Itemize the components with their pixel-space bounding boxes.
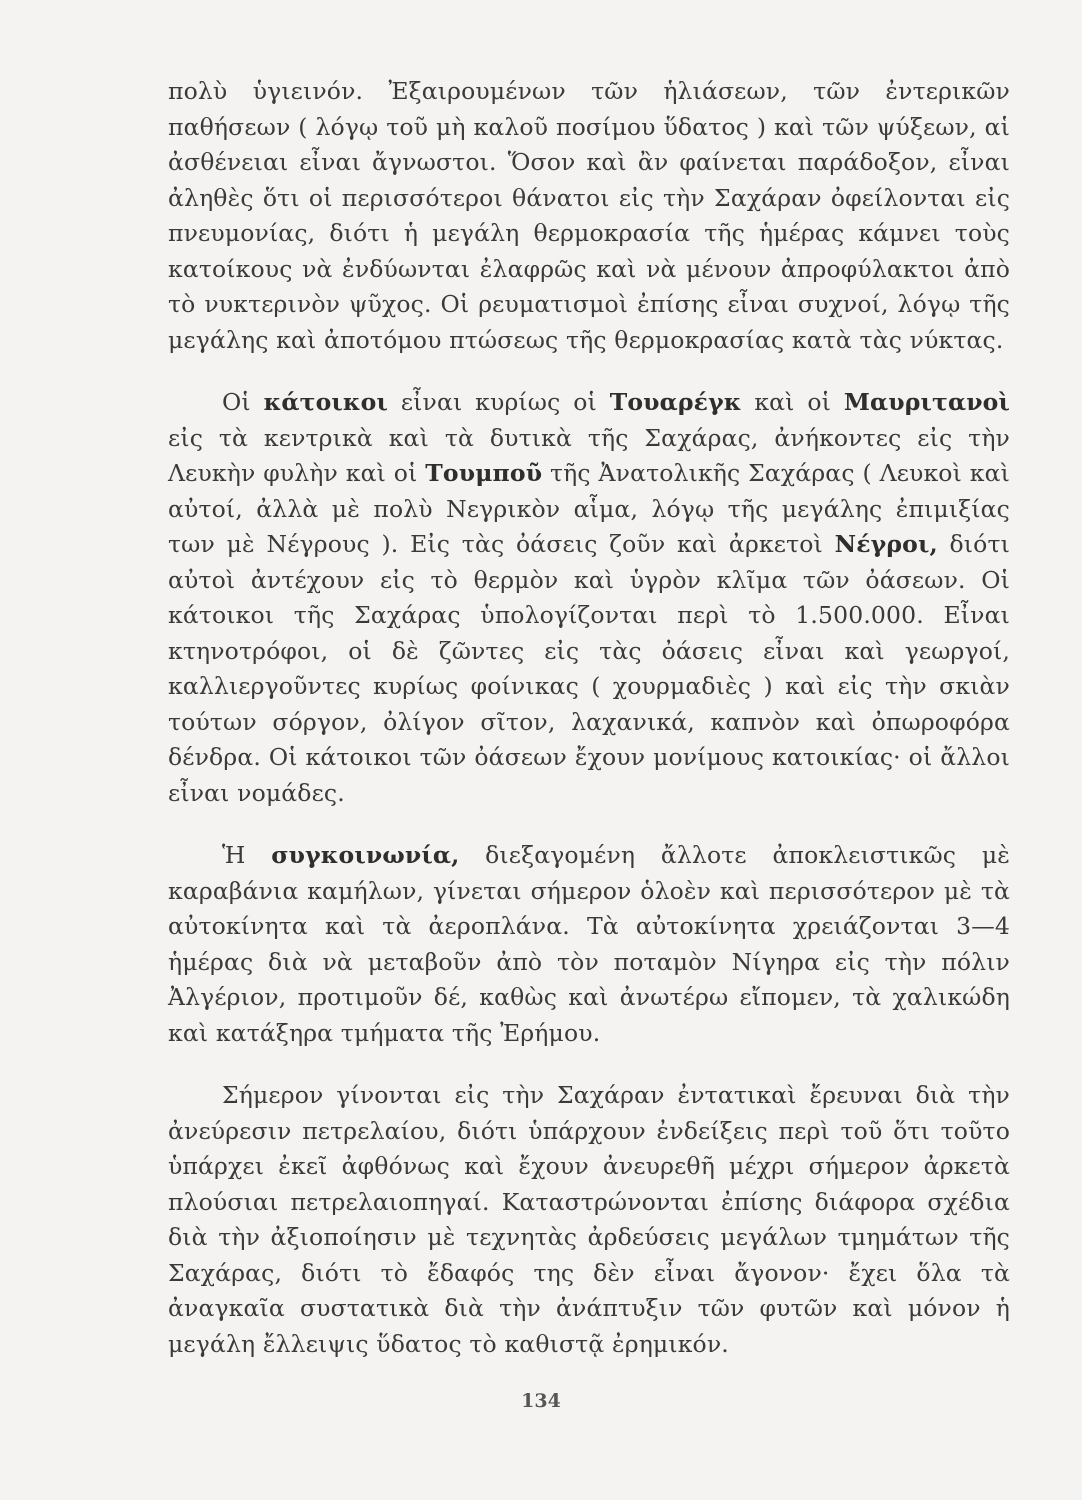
- text-run: τῆς Ἀνατολικῆς Σαχάρας ( Λευκοὶ καὶ αὐτοί, ἀλλὰ μὲ πολὺ Νεγρικὸν αἷμα, λόγῳ τῆς μεγάλης ἐπιμιξίας των μὲ Νέγρους ). Εἰς τὰς ὀάσεις ζοῦν καὶ ἀρκετοὶ: [168, 459, 1010, 558]
- text-run: διότι αὐτοὶ ἀντέχουν εἰς τὸ θερμὸν καὶ ὑγρὸν κλῖμα τῶν ὀάσεων. Οἱ κάτοικοι τῆς Σαχάρας ὑπολογίζονται περὶ τὸ 1.500.000. Εἶναι κτηνοτρόφοι, οἱ δὲ ζῶντες εἰς τὰς ὀάσεις εἶναι καὶ γεωργοί, καλλιεργοῦντες κυρίως φοίνικας ( χουρμαδιὲς ) καὶ εἰς τὴν σκιὰν τούτων σόργον, ὀλίγον σῖτον, λαχανικά, καπνὸν καὶ ὀπωροφόρα δένδρα. Οἱ κάτοικοι τῶν ὀάσεων ἔχουν μονίμους κατοικίας· οἱ ἄλλοι εἶναι νομάδες.: [168, 530, 1010, 807]
- page-body: [168, 74, 1010, 1404]
- paragraph-inhabitants: [168, 385, 1010, 811]
- text-run: Ἡ: [222, 841, 272, 869]
- bold-term: Νέγροι,: [834, 530, 938, 558]
- text-run: πολὺ ὑγιεινόν. Ἐξαιρουμένων τῶν ἡλιάσεων, τῶν ἐντερικῶν παθήσεων ( λόγῳ τοῦ μὴ καλοῦ ποσίμου ὕδατος ) καὶ τῶν ψύξεων, αἱ ἀσθένειαι εἶναι ἄγνωστοι. Ὅσον καὶ ἂν φαίνεται παράδοξον, εἶναι ἀληθὲς ὅτι οἱ περισσότεροι θάνατοι εἰς τὴν Σαχάραν ὀφείλονται εἰς πνευμονίας, διότι ἡ μεγάλη θερμοκρασία τῆς ἡμέρας κάμνει τοὺς κατοίκους νὰ ἐνδύωνται ἐλαφρῶς καὶ νὰ μένουν ἀπροφύλακτοι ἀπὸ τὸ νυκτερινὸν ψῦχος. Οἱ ρευματισμοὶ ἐπίσης εἶναι συχνοί, λόγῳ τῆς μεγάλης καὶ ἀποτόμου πτώσεως τῆς θερμοκρασίας κατὰ τὰς νύκτας.: [168, 77, 1010, 354]
- bold-term: συγκοινωνία,: [271, 841, 460, 869]
- bold-term: Τουαρέγκ: [609, 388, 742, 416]
- text-run: εἰς τὰ κεντρικὰ καὶ τὰ δυτικὰ τῆς Σαχάρας, ἀνήκοντες εἰς τὴν Λευκὴν φυλὴν καὶ οἱ: [168, 423, 1010, 487]
- text-run: καὶ οἱ: [741, 388, 844, 416]
- bold-term: Τουμποῦ: [425, 459, 543, 487]
- text-run: εἶναι κυρίως οἱ: [388, 388, 610, 416]
- text-run: Οἱ: [222, 388, 264, 416]
- text-run: διεξαγομένη ἄλλοτε ἀποκλειστικῶς μὲ καραβάνια καμήλων, γίνεται σήμερον ὁλοὲν καὶ περισσότερον μὲ τὰ αὐτοκίνητα καὶ τὰ ἀεροπλάνα. Τὰ αὐτοκίνητα χρειάζονται 3—4 ἡμέρας διὰ νὰ μεταβοῦν ἀπὸ τὸν ποταμὸν Νίγηρα εἰς τὴν πόλιν Ἀλγέριον, προτιμοῦν δέ, καθὼς καὶ ἀνωτέρω εἴπομεν, τὰ χαλικώδη καὶ κατάξηρα τμήματα τῆς Ἐρήμου.: [168, 841, 1010, 1047]
- text-run: Σήμερον γίνονται εἰς τὴν Σαχάραν ἐντατικαὶ ἔρευναι διὰ τὴν ἀνεύρεσιν πετρελαίου, διότι ὑπάρχουν ἐνδείξεις περὶ τοῦ ὅτι τοῦτο ὑπάρχει ἐκεῖ ἀφθόνως καὶ ἔχουν ἀνευρεθῆ μέχρι σήμερον ἀρκετὰ πλούσιαι πετρελαιοπηγαί. Καταστρώνονται ἐπίσης διάφορα σχέδια διὰ τὴν ἀξιοποίησιν μὲ τεχνητὰς ἀρδεύσεις μεγάλων τμημάτων τῆς Σαχάρας, διότι τὸ ἔδαφός της δὲν εἶναι ἄγονον· ἔχει ὅλα τὰ ἀναγκαῖα συστατικὰ διὰ τὴν ἀνάπτυξιν τῶν φυτῶν καὶ μόνον ἡ μεγάλη ἔλλειψις ὕδατος τὸ καθιστᾷ ἐρημικόν.: [168, 1081, 1010, 1358]
- page-number: 134: [521, 1390, 561, 1412]
- paragraph-health: [168, 74, 1010, 358]
- paragraph-oil-research: [168, 1078, 1010, 1362]
- paragraph-communication: [168, 838, 1010, 1051]
- bold-term: κάτοικοι: [263, 388, 389, 416]
- bold-term: Μαυριτανοὶ: [843, 388, 1010, 416]
